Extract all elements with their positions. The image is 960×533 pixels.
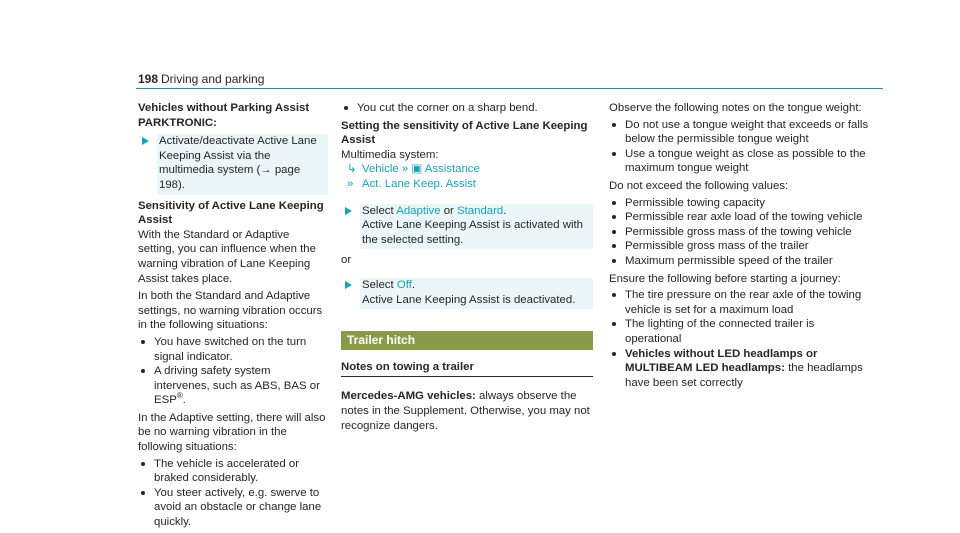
option-adaptive[interactable]: Adaptive: [396, 204, 441, 217]
paragraph: In both the Standard and Adaptive settings, no warning vibration occurs in the following situations:: [138, 290, 323, 332]
bullet-icon: [612, 215, 616, 219]
bullet-list: [138, 335, 328, 408]
list-item: Use a tongue weight as close as possible to the maximum tongue weight: [609, 147, 869, 176]
page-reference-link[interactable]: (→ page 198).: [159, 164, 301, 191]
registered-mark: ®: [176, 391, 183, 401]
column-right: [609, 101, 869, 392]
bullet-icon: [141, 491, 145, 495]
bullet-icon: [612, 259, 616, 263]
list-item: Permissible towing capacity: [609, 196, 869, 211]
step-text: Activate/deactivate Active Lane Keeping Assist via the multimedia system: [159, 135, 317, 177]
list-item: The tire pressure on the rear axle of the towing vehicle is set for a maximum load: [609, 288, 869, 317]
amg-label: Mercedes-AMG vehicles:: [341, 390, 476, 403]
path-separator-icon: »: [401, 163, 409, 176]
step-activate-lane-assist: [138, 134, 328, 194]
paragraph: With the Standard or Adaptive setting, you can influence when the warning vibration of Lane Keeping Assist takes place.: [138, 228, 316, 285]
list-item: Do not use a tongue weight that exceeds or falls below the permissible tongue weight: [609, 118, 869, 147]
paragraph: Ensure the following before starting a journey:: [609, 272, 841, 285]
paragraph: Do not exceed the following values:: [609, 179, 789, 192]
step-body: Select Adaptive or Standard. Active Lane Keeping Assist is activated with the selected setting.: [360, 204, 593, 250]
bullet-list: [341, 101, 593, 116]
header-divider: [136, 88, 883, 89]
bullet-list: [609, 118, 869, 176]
column-left: [138, 101, 328, 532]
bullet-icon: [612, 123, 616, 127]
bullet-icon: [612, 152, 616, 156]
list-item: The vehicle is accelerated or braked considerably.: [138, 457, 328, 486]
list-item: Permissible gross mass of the trailer: [609, 239, 869, 254]
page-number: 198: [138, 72, 159, 86]
list-item: A driving safety system intervenes, such as ABS, BAS or ESP®.: [138, 364, 328, 408]
menu-path-arrow-icon: ↳: [347, 163, 357, 176]
bullet-icon: [612, 352, 616, 356]
step-arrow-icon: [142, 137, 149, 145]
heading-no-parking-assist: Vehicles without Parking Assist PARKTRONIC:: [138, 102, 310, 129]
list-item: The lighting of the connected trailer is operational: [609, 317, 869, 346]
menu-path: [341, 162, 593, 177]
list-item: Vehicles without LED headlamps or MULTIBEAM LED headlamps: the headlamps have been set correctly: [609, 347, 869, 391]
list-item: Permissible rear axle load of the towing vehicle: [609, 210, 869, 225]
step-body: Select Off. Active Lane Keeping Assist is deactivated.: [360, 278, 593, 309]
bullet-icon: [612, 244, 616, 248]
menu-path: [341, 177, 593, 192]
bullet-icon: [612, 230, 616, 234]
heading-sensitivity: Sensitivity of Active Lane Keeping Assist: [138, 199, 324, 227]
bullet-list: [138, 457, 328, 530]
list-item: Permissible gross mass of the towing vehicle: [609, 225, 869, 240]
assistance-icon: ▣: [411, 163, 423, 176]
bullet-icon: [141, 369, 145, 373]
chapter-title: Driving and parking: [161, 72, 265, 86]
option-off[interactable]: Off: [396, 278, 412, 291]
bullet-icon: [344, 106, 348, 110]
bullet-icon: [612, 293, 616, 297]
list-item: Maximum permissible speed of the trailer: [609, 254, 869, 269]
column-middle: [341, 101, 593, 433]
list-item: You cut the corner on a sharp bend.: [341, 101, 593, 116]
option-standard[interactable]: Standard: [457, 204, 504, 217]
headlamps-label: Vehicles without LED headlamps or MULTIBEAM LED headlamps:: [625, 347, 818, 375]
bullet-icon: [141, 462, 145, 466]
menu-item-lane-keep-assist[interactable]: Act. Lane Keep. Assist: [362, 177, 476, 190]
step-body: [157, 134, 328, 194]
bullet-icon: [612, 201, 616, 205]
menu-item-assistance[interactable]: Assistance: [424, 163, 480, 176]
bullet-icon: [612, 322, 616, 326]
step-select-off: [341, 278, 593, 309]
path-separator-icon: »: [347, 177, 354, 190]
step-arrow-icon: [345, 281, 352, 289]
step-arrow-icon: [345, 207, 352, 215]
menu-label: Multimedia system:: [341, 148, 439, 161]
section-trailer-hitch: Trailer hitch: [341, 331, 593, 350]
bullet-list: [609, 288, 869, 390]
subheading-towing: Notes on towing a trailer: [341, 360, 593, 378]
step-select-sensitivity: [341, 204, 593, 250]
heading-setting-sensitivity: Setting the sensitivity of Active Lane Keeping Assist: [341, 119, 588, 147]
bullet-list: [609, 196, 869, 269]
paragraph: Mercedes-AMG vehicles: always observe the notes in the Supplement. Otherwise, you may not recognize dangers.: [341, 390, 590, 432]
or-text: or: [341, 254, 352, 267]
paragraph: Observe the following notes on the tongue weight:: [609, 102, 862, 114]
list-item: You have switched on the turn signal indicator.: [138, 335, 328, 364]
paragraph: In the Adaptive setting, there will also be no warning vibration in the following situations:: [138, 411, 326, 454]
list-item: You steer actively, e.g. swerve to avoid an obstacle or change lane quickly.: [138, 486, 328, 530]
menu-item-vehicle[interactable]: Vehicle: [362, 163, 399, 176]
bullet-icon: [141, 340, 145, 344]
